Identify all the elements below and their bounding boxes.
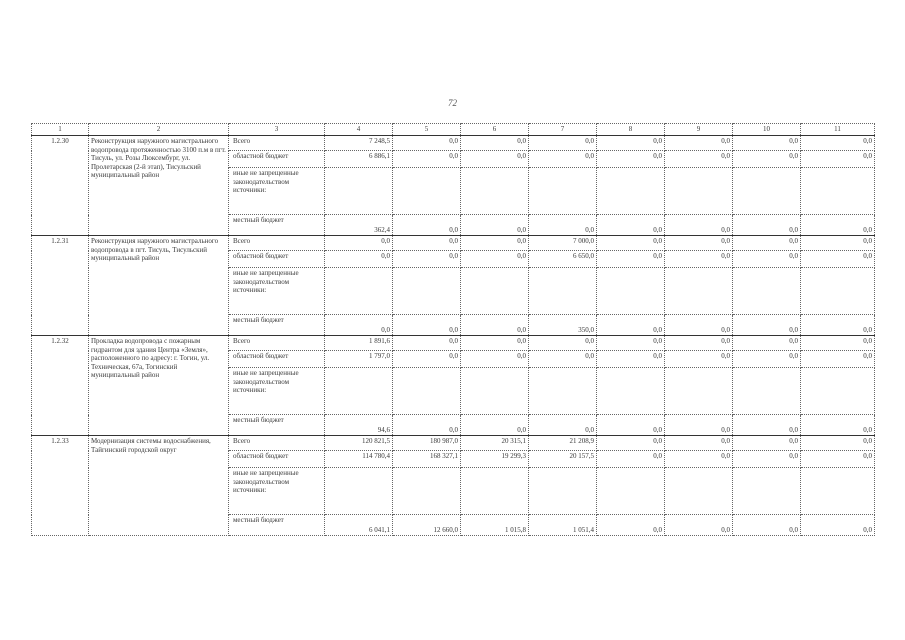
amount-cell: 1 051,4: [529, 515, 597, 536]
amount-cell: [529, 368, 597, 415]
amount-cell: [733, 468, 801, 515]
funding-source: иные не запрещенные законодательством источники:: [229, 368, 325, 415]
amount-cell: 19 299,3: [461, 451, 529, 468]
amount-cell: 1 797,0: [325, 351, 393, 368]
amount-cell: 0,0: [665, 415, 733, 436]
amount-cell: 0,0: [665, 336, 733, 351]
funding-source: Всего: [229, 336, 325, 351]
funding-source: областной бюджет: [229, 251, 325, 268]
amount-cell: 1 015,8: [461, 515, 529, 536]
amount-cell: 7 248,5: [325, 136, 393, 151]
funding-source: областной бюджет: [229, 451, 325, 468]
amount-cell: 168 327,1: [393, 451, 461, 468]
table-row: [32, 236, 875, 251]
amount-cell: 0,0: [597, 415, 665, 436]
amount-cell: 6 650,0: [529, 251, 597, 268]
table-row: [32, 136, 875, 151]
column-number: 3: [229, 124, 325, 136]
amount-cell: 0,0: [801, 151, 875, 168]
row-index: 1.2.33: [32, 436, 89, 536]
amount-cell: 0,0: [597, 236, 665, 251]
column-number: 11: [801, 124, 875, 136]
table-row: [32, 336, 875, 351]
amount-cell: 0,0: [461, 251, 529, 268]
amount-cell: 0,0: [461, 315, 529, 336]
amount-cell: 0,0: [529, 336, 597, 351]
amount-cell: 0,0: [393, 136, 461, 151]
amount-cell: [529, 268, 597, 315]
funding-source: областной бюджет: [229, 151, 325, 168]
amount-cell: [733, 368, 801, 415]
amount-cell: 0,0: [393, 336, 461, 351]
funding-source: областной бюджет: [229, 351, 325, 368]
column-number: 6: [461, 124, 529, 136]
column-number: 9: [665, 124, 733, 136]
amount-cell: 0,0: [801, 336, 875, 351]
amount-cell: 1 891,6: [325, 336, 393, 351]
amount-cell: [393, 168, 461, 215]
object-name: Реконструкция наружного магистрального водопровода в пгт. Тисуль, Тисульский муниципальный район: [89, 236, 229, 336]
amount-cell: 0,0: [529, 351, 597, 368]
amount-cell: 362,4: [325, 215, 393, 236]
amount-cell: 0,0: [665, 315, 733, 336]
row-index: 1.2.30: [32, 136, 89, 236]
column-number: 8: [597, 124, 665, 136]
row-index: 1.2.32: [32, 336, 89, 436]
amount-cell: 0,0: [597, 436, 665, 451]
amount-cell: 0,0: [461, 215, 529, 236]
amount-cell: 0,0: [733, 251, 801, 268]
amount-cell: [529, 168, 597, 215]
amount-cell: 0,0: [393, 215, 461, 236]
amount-cell: 0,0: [529, 215, 597, 236]
amount-cell: [461, 368, 529, 415]
amount-cell: 0,0: [801, 136, 875, 151]
amount-cell: [597, 368, 665, 415]
amount-cell: 0,0: [325, 315, 393, 336]
amount-cell: [325, 368, 393, 415]
amount-cell: 0,0: [733, 515, 801, 536]
amount-cell: 0,0: [733, 151, 801, 168]
amount-cell: 0,0: [665, 436, 733, 451]
amount-cell: [461, 468, 529, 515]
amount-cell: 0,0: [665, 515, 733, 536]
amount-cell: 350,0: [529, 315, 597, 336]
amount-cell: 0,0: [733, 136, 801, 151]
row-index: 1.2.31: [32, 236, 89, 336]
amount-cell: 0,0: [461, 136, 529, 151]
amount-cell: [325, 468, 393, 515]
amount-cell: [733, 168, 801, 215]
amount-cell: 6 886,1: [325, 151, 393, 168]
amount-cell: 0,0: [393, 236, 461, 251]
amount-cell: 0,0: [733, 351, 801, 368]
amount-cell: 0,0: [733, 451, 801, 468]
amount-cell: 0,0: [597, 315, 665, 336]
amount-cell: 0,0: [325, 251, 393, 268]
funding-source: местный бюджет: [229, 515, 325, 536]
funding-source: местный бюджет: [229, 415, 325, 436]
amount-cell: 7 000,0: [529, 236, 597, 251]
amount-cell: 0,0: [665, 151, 733, 168]
amount-cell: [325, 268, 393, 315]
amount-cell: [393, 268, 461, 315]
amount-cell: [325, 168, 393, 215]
amount-cell: 0,0: [801, 515, 875, 536]
amount-cell: 0,0: [393, 415, 461, 436]
amount-cell: 12 660,0: [393, 515, 461, 536]
amount-cell: 0,0: [801, 451, 875, 468]
amount-cell: 0,0: [597, 515, 665, 536]
amount-cell: 0,0: [597, 151, 665, 168]
amount-cell: [733, 268, 801, 315]
amount-cell: 0,0: [801, 215, 875, 236]
funding-source: местный бюджет: [229, 315, 325, 336]
funding-source: Всего: [229, 436, 325, 451]
object-name: Модернизация системы водоснабжения, Тайгинский городской округ: [89, 436, 229, 536]
page-number: 72: [448, 98, 457, 108]
budget-table: [31, 123, 875, 536]
amount-cell: 0,0: [733, 215, 801, 236]
amount-cell: 0,0: [529, 151, 597, 168]
funding-source: иные не запрещенные законодательством источники:: [229, 268, 325, 315]
amount-cell: 0,0: [597, 251, 665, 268]
amount-cell: 20 157,5: [529, 451, 597, 468]
amount-cell: 0,0: [665, 215, 733, 236]
amount-cell: 0,0: [393, 251, 461, 268]
amount-cell: [801, 268, 875, 315]
amount-cell: 0,0: [325, 236, 393, 251]
amount-cell: 0,0: [665, 251, 733, 268]
amount-cell: [665, 368, 733, 415]
amount-cell: 114 780,4: [325, 451, 393, 468]
amount-cell: [393, 368, 461, 415]
column-number: 1: [32, 124, 89, 136]
amount-cell: 0,0: [461, 351, 529, 368]
amount-cell: 0,0: [665, 236, 733, 251]
amount-cell: [801, 168, 875, 215]
amount-cell: 0,0: [665, 136, 733, 151]
amount-cell: [665, 168, 733, 215]
object-name: Прокладка водопровода с пожарным гидрантом для здания Центра «Земля», расположенного по адресу: г. Тогин, ул. Техническая, 67а, Тогинский муниципальный район: [89, 336, 229, 436]
amount-cell: 0,0: [733, 436, 801, 451]
amount-cell: 0,0: [801, 436, 875, 451]
amount-cell: 0,0: [393, 151, 461, 168]
amount-cell: 0,0: [597, 351, 665, 368]
amount-cell: 0,0: [393, 351, 461, 368]
amount-cell: [801, 368, 875, 415]
amount-cell: 0,0: [597, 336, 665, 351]
amount-cell: 0,0: [801, 415, 875, 436]
amount-cell: [597, 168, 665, 215]
funding-source: местный бюджет: [229, 215, 325, 236]
amount-cell: 0,0: [733, 236, 801, 251]
funding-source: Всего: [229, 136, 325, 151]
amount-cell: 0,0: [393, 315, 461, 336]
amount-cell: [393, 468, 461, 515]
amount-cell: 0,0: [733, 315, 801, 336]
amount-cell: 0,0: [461, 236, 529, 251]
amount-cell: 0,0: [801, 351, 875, 368]
amount-cell: 0,0: [461, 336, 529, 351]
column-number: 2: [89, 124, 229, 136]
column-number-row: [32, 124, 875, 136]
amount-cell: [597, 468, 665, 515]
amount-cell: 0,0: [801, 315, 875, 336]
amount-cell: [801, 468, 875, 515]
amount-cell: [597, 268, 665, 315]
amount-cell: 21 208,9: [529, 436, 597, 451]
column-number: 5: [393, 124, 461, 136]
amount-cell: 0,0: [733, 336, 801, 351]
amount-cell: 0,0: [665, 451, 733, 468]
amount-cell: [665, 268, 733, 315]
column-number: 4: [325, 124, 393, 136]
amount-cell: 94,6: [325, 415, 393, 436]
amount-cell: 0,0: [529, 136, 597, 151]
column-number: 10: [733, 124, 801, 136]
amount-cell: 120 821,5: [325, 436, 393, 451]
amount-cell: 0,0: [461, 415, 529, 436]
amount-cell: [461, 268, 529, 315]
funding-source: иные не запрещенные законодательством источники:: [229, 468, 325, 515]
amount-cell: 0,0: [733, 415, 801, 436]
amount-cell: 0,0: [665, 351, 733, 368]
table-row: [32, 436, 875, 451]
object-name: Реконструкция наружного магистрального водопровода протяженностью 3100 п.м в пгт. Тисуль, ул. Розы Люксембург, ул. Пролетарская (2-й этап), Тисульский муниципальный район: [89, 136, 229, 236]
amount-cell: [665, 468, 733, 515]
amount-cell: 0,0: [597, 451, 665, 468]
amount-cell: 0,0: [597, 136, 665, 151]
amount-cell: 0,0: [801, 236, 875, 251]
amount-cell: [529, 468, 597, 515]
amount-cell: 0,0: [529, 415, 597, 436]
funding-source: иные не запрещенные законодательством источники:: [229, 168, 325, 215]
amount-cell: [461, 168, 529, 215]
amount-cell: 0,0: [597, 215, 665, 236]
funding-source: Всего: [229, 236, 325, 251]
amount-cell: 6 041,1: [325, 515, 393, 536]
amount-cell: 20 315,1: [461, 436, 529, 451]
amount-cell: 0,0: [461, 151, 529, 168]
amount-cell: 0,0: [801, 251, 875, 268]
column-number: 7: [529, 124, 597, 136]
amount-cell: 180 987,0: [393, 436, 461, 451]
